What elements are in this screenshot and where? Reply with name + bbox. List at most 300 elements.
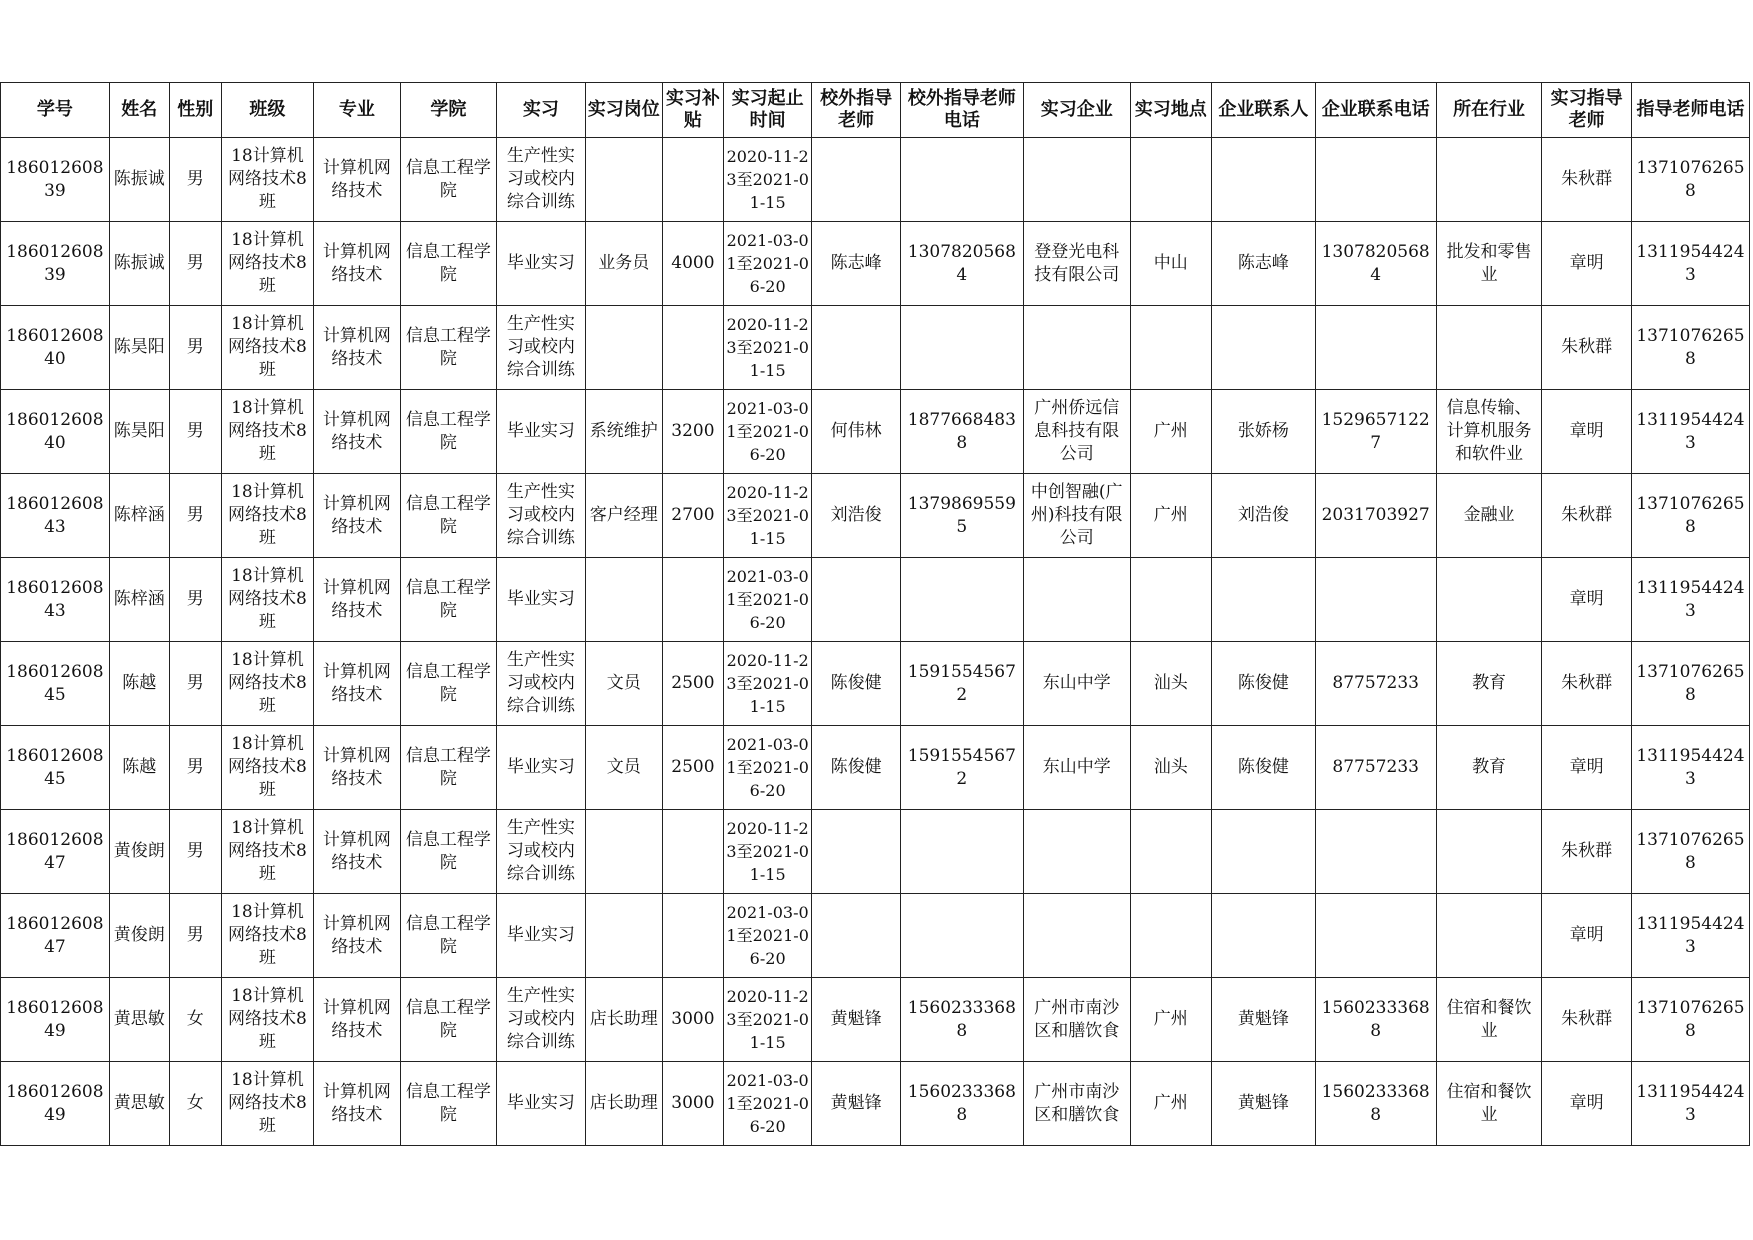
cell-class [221,978,314,1062]
cell-text: 18计算机网络技术8班 [227,398,307,464]
cell-text: 计算机网络技术 [322,661,391,705]
cell-major [314,894,400,978]
cell-ext-tutor [812,474,900,558]
cell-contact [1211,810,1315,894]
cell-text: 店长助理 [589,1009,658,1029]
cell-college [400,1062,497,1146]
cell-text: 陈越 [122,673,157,693]
cell-text: 业务员 [598,253,650,273]
cell-class [221,306,314,390]
cell-text: 教育 [1472,757,1507,777]
cell-text: 中山 [1153,253,1188,273]
cell-text: 18601260847 [6,913,104,957]
table-row [1,474,1750,558]
table-header-row [1,83,1750,138]
cell-text: 陈梓涵 [113,589,165,609]
cell-gender [169,894,221,978]
cell-text: 信息工程学院 [405,493,491,537]
cell-text: 18计算机网络技术8班 [227,146,307,212]
cell-text: 章明 [1569,757,1604,777]
cell-class [221,894,314,978]
cell-text: 生产性实习或校内综合训练 [506,986,575,1052]
cell-text: 广州 [1153,1009,1188,1029]
cell-text: 18776684838 [907,409,1016,453]
cell-industry [1436,474,1542,558]
cell-text: 2700 [671,505,715,525]
cell-text: 15602333688 [907,997,1016,1041]
cell-location [1130,390,1211,474]
cell-industry [1436,978,1542,1062]
column-header-class: 班级 [221,83,314,138]
cell-subsidy [662,810,723,894]
cell-text: 陈俊健 [830,757,882,777]
cell-class [221,726,314,810]
cell-text: 2500 [671,757,715,777]
cell-text: 计算机网络技术 [322,325,391,369]
cell-subsidy [662,894,723,978]
cell-text: 系统维护 [589,421,658,441]
cell-text: 刘浩俊 [1237,505,1289,525]
cell-text: 毕业实习 [506,589,575,609]
cell-text: 计算机网络技术 [322,913,391,957]
table-row [1,138,1750,222]
cell-text: 章明 [1569,253,1604,273]
cell-text: 黄魁锋 [830,1009,882,1029]
cell-gender [169,306,221,390]
cell-text: 店长助理 [589,1093,658,1113]
cell-text: 13798695595 [907,493,1016,537]
cell-type [497,306,585,390]
cell-text: 信息工程学院 [405,829,491,873]
cell-class [221,642,314,726]
cell-text: 18601260845 [6,745,104,789]
cell-industry [1436,390,1542,474]
cell-subsidy [662,1062,723,1146]
cell-contact [1211,978,1315,1062]
cell-text: 13119544243 [1636,577,1745,621]
cell-text: 18601260847 [6,829,104,873]
column-header-subsidy: 实习补贴 [662,83,723,138]
table-body [1,138,1750,1146]
cell-class [221,390,314,474]
cell-text: 2021-03-01至2021-06-20 [726,1071,809,1136]
cell-contact-phone [1315,1062,1436,1146]
cell-subsidy [662,222,723,306]
cell-text: 15602333688 [1321,1081,1430,1125]
cell-class [221,1062,314,1146]
cell-text: 信息工程学院 [405,1081,491,1125]
cell-period [723,894,811,978]
cell-college [400,810,497,894]
cell-text: 4000 [671,253,715,273]
cell-text: 18601260845 [6,661,104,705]
cell-text: 章明 [1569,1093,1604,1113]
cell-name [109,138,169,222]
cell-subsidy [662,726,723,810]
cell-text: 15602333688 [1321,997,1430,1041]
cell-ext-tutor-phone [900,726,1023,810]
column-header-contact-phone: 企业联系电话 [1315,83,1436,138]
cell-text: 13119544243 [1636,745,1745,789]
cell-text: 计算机网络技术 [322,577,391,621]
cell-text: 13119544243 [1636,241,1745,285]
cell-post [585,894,662,978]
cell-id [1,138,110,222]
cell-ext-tutor [812,894,900,978]
cell-text: 广州 [1153,1093,1188,1113]
cell-text: 黄魁锋 [1237,1009,1289,1029]
cell-text: 文员 [606,673,641,693]
cell-text: 生产性实习或校内综合训练 [506,818,575,884]
column-header-ext-tutor: 校外指导老师 [812,83,900,138]
cell-name [109,558,169,642]
cell-major [314,474,400,558]
cell-text: 18计算机网络技术8班 [227,902,307,968]
column-header-period: 实习起止时间 [723,83,811,138]
cell-text: 信息工程学院 [405,577,491,621]
cell-period [723,138,811,222]
cell-tutor-phone [1631,558,1749,642]
cell-id [1,978,110,1062]
cell-tutor [1542,978,1631,1062]
cell-gender [169,642,221,726]
column-header-major: 专业 [314,83,400,138]
cell-industry [1436,894,1542,978]
cell-period [723,978,811,1062]
table-row [1,222,1750,306]
table-row [1,390,1750,474]
cell-text: 广州市南沙区和膳饮食 [1034,997,1120,1041]
cell-college [400,894,497,978]
cell-tutor-phone [1631,978,1749,1062]
cell-location [1130,474,1211,558]
cell-post [585,390,662,474]
column-header-company: 实习企业 [1023,83,1130,138]
cell-text: 陈志峰 [830,253,882,273]
column-header-type: 实习 [497,83,585,138]
column-header-contact: 企业联系人 [1211,83,1315,138]
cell-period [723,306,811,390]
cell-text: 东山中学 [1042,757,1111,777]
cell-contact [1211,558,1315,642]
cell-period [723,474,811,558]
cell-name [109,894,169,978]
cell-name [109,222,169,306]
column-header-tutor: 实习指导老师 [1542,83,1631,138]
cell-post [585,978,662,1062]
cell-text: 客户经理 [589,505,658,525]
cell-industry [1436,558,1542,642]
cell-text: 2021-03-01至2021-06-20 [726,231,809,296]
cell-contact [1211,726,1315,810]
cell-text: 18601260840 [6,409,104,453]
cell-text: 3000 [671,1009,715,1029]
cell-text: 计算机网络技术 [322,997,391,1041]
cell-text: 18计算机网络技术8班 [227,650,307,716]
cell-text: 2020-11-23至2021-01-15 [726,483,809,548]
cell-text: 18601260843 [6,577,104,621]
cell-text: 登登光电科技有限公司 [1034,241,1120,285]
table-row [1,894,1750,978]
cell-text: 黄俊朗 [113,925,165,945]
cell-ext-tutor-phone [900,390,1023,474]
cell-text: 男 [186,925,204,945]
cell-location [1130,894,1211,978]
cell-text: 陈昊阳 [113,421,165,441]
column-header-gender: 性别 [169,83,221,138]
column-header-tutor-phone: 指导老师电话 [1631,83,1749,138]
cell-ext-tutor-phone [900,222,1023,306]
cell-post [585,558,662,642]
cell-text: 3000 [671,1093,715,1113]
cell-text: 18601260849 [6,997,104,1041]
cell-text: 87757233 [1332,673,1419,693]
cell-text: 生产性实习或校内综合训练 [506,314,575,380]
cell-text: 15915545672 [907,745,1016,789]
cell-location [1130,642,1211,726]
cell-company [1023,306,1130,390]
cell-text: 信息工程学院 [405,661,491,705]
cell-text: 13119544243 [1636,913,1745,957]
cell-ext-tutor-phone [900,306,1023,390]
cell-subsidy [662,138,723,222]
cell-id [1,558,110,642]
table-row [1,558,1750,642]
cell-text: 朱秋群 [1561,337,1613,357]
table-row [1,978,1750,1062]
cell-tutor-phone [1631,726,1749,810]
cell-period [723,726,811,810]
cell-text: 陈俊健 [1237,673,1289,693]
cell-type [497,558,585,642]
cell-text: 黄俊朗 [113,841,165,861]
cell-tutor-phone [1631,222,1749,306]
cell-class [221,558,314,642]
cell-major [314,810,400,894]
cell-text: 计算机网络技术 [322,493,391,537]
column-header-ext-tutor-phone: 校外指导老师电话 [900,83,1023,138]
cell-ext-tutor [812,1062,900,1146]
cell-type [497,642,585,726]
cell-tutor [1542,138,1631,222]
cell-company [1023,222,1130,306]
cell-gender [169,726,221,810]
table-row [1,810,1750,894]
cell-text: 18601260849 [6,1081,104,1125]
cell-type [497,474,585,558]
cell-subsidy [662,306,723,390]
cell-text: 2020-11-23至2021-01-15 [726,315,809,380]
cell-text: 金融业 [1463,505,1515,525]
cell-post [585,138,662,222]
cell-ext-tutor-phone [900,978,1023,1062]
cell-major [314,390,400,474]
cell-text: 13119544243 [1636,1081,1745,1125]
cell-name [109,810,169,894]
cell-text: 生产性实习或校内综合训练 [506,650,575,716]
cell-text: 文员 [606,757,641,777]
cell-location [1130,978,1211,1062]
cell-ext-tutor [812,810,900,894]
cell-tutor [1542,642,1631,726]
cell-text: 13078205684 [1321,241,1430,285]
cell-text: 男 [186,505,204,525]
cell-location [1130,1062,1211,1146]
cell-contact [1211,306,1315,390]
cell-text: 黄思敏 [113,1093,165,1113]
cell-text: 陈梓涵 [113,505,165,525]
cell-text: 章明 [1569,421,1604,441]
cell-ext-tutor-phone [900,894,1023,978]
cell-major [314,558,400,642]
cell-subsidy [662,978,723,1062]
cell-ext-tutor-phone [900,474,1023,558]
cell-text: 13710762658 [1636,157,1745,201]
cell-text: 信息传输、计算机服务和软件业 [1446,398,1532,464]
cell-gender [169,978,221,1062]
cell-ext-tutor-phone [900,1062,1023,1146]
cell-text: 计算机网络技术 [322,241,391,285]
cell-period [723,222,811,306]
cell-contact-phone [1315,306,1436,390]
cell-class [221,138,314,222]
cell-text: 13710762658 [1636,325,1745,369]
cell-text: 2020-11-23至2021-01-15 [726,987,809,1052]
cell-text: 陈志峰 [1237,253,1289,273]
cell-gender [169,222,221,306]
cell-location [1130,726,1211,810]
cell-college [400,390,497,474]
cell-text: 广州侨远信息科技有限公司 [1034,398,1120,464]
cell-text: 信息工程学院 [405,745,491,789]
cell-text: 13710762658 [1636,829,1745,873]
table-row [1,306,1750,390]
cell-tutor-phone [1631,474,1749,558]
cell-text: 生产性实习或校内综合训练 [506,146,575,212]
cell-contact-phone [1315,642,1436,726]
cell-id [1,810,110,894]
cell-tutor [1542,558,1631,642]
cell-company [1023,474,1130,558]
internship-table [0,82,1750,1146]
cell-id [1,726,110,810]
cell-tutor-phone [1631,810,1749,894]
cell-text: 男 [186,337,204,357]
cell-college [400,222,497,306]
cell-company [1023,390,1130,474]
cell-tutor [1542,474,1631,558]
cell-ext-tutor-phone [900,138,1023,222]
cell-location [1130,306,1211,390]
cell-ext-tutor [812,726,900,810]
cell-text: 2021-03-01至2021-06-20 [726,903,809,968]
cell-industry [1436,306,1542,390]
cell-name [109,306,169,390]
cell-company [1023,978,1130,1062]
cell-post [585,1062,662,1146]
cell-text: 13119544243 [1636,409,1745,453]
cell-tutor-phone [1631,1062,1749,1146]
cell-industry [1436,222,1542,306]
cell-text: 男 [186,421,204,441]
cell-text: 18计算机网络技术8班 [227,566,307,632]
cell-text: 住宿和餐饮业 [1446,1081,1532,1125]
cell-text: 刘浩俊 [830,505,882,525]
cell-industry [1436,726,1542,810]
cell-contact [1211,138,1315,222]
cell-text: 毕业实习 [506,253,575,273]
cell-college [400,642,497,726]
cell-text: 住宿和餐饮业 [1446,997,1532,1041]
cell-location [1130,558,1211,642]
column-header-name: 姓名 [109,83,169,138]
cell-text: 汕头 [1153,757,1188,777]
cell-text: 13710762658 [1636,493,1745,537]
cell-text: 2020-11-23至2021-01-15 [726,819,809,884]
cell-text: 18计算机网络技术8班 [227,314,307,380]
cell-text: 章明 [1569,925,1604,945]
cell-period [723,642,811,726]
cell-id [1,390,110,474]
cell-type [497,726,585,810]
cell-post [585,810,662,894]
cell-ext-tutor [812,390,900,474]
cell-text: 18601260839 [6,157,104,201]
cell-college [400,726,497,810]
cell-tutor [1542,810,1631,894]
cell-ext-tutor [812,978,900,1062]
cell-text: 18计算机网络技术8班 [227,734,307,800]
cell-text: 男 [186,253,204,273]
cell-text: 男 [186,169,204,189]
cell-text: 13710762658 [1636,661,1745,705]
cell-text: 15915545672 [907,661,1016,705]
cell-subsidy [662,474,723,558]
cell-tutor-phone [1631,306,1749,390]
cell-ext-tutor-phone [900,810,1023,894]
cell-text: 陈振诚 [113,253,165,273]
cell-ext-tutor [812,642,900,726]
cell-contact-phone [1315,558,1436,642]
cell-major [314,138,400,222]
cell-text: 18601260840 [6,325,104,369]
cell-location [1130,222,1211,306]
cell-text: 2020-11-23至2021-01-15 [726,651,809,716]
cell-text: 信息工程学院 [405,157,491,201]
cell-text: 张娇杨 [1237,421,1289,441]
cell-text: 计算机网络技术 [322,1081,391,1125]
cell-period [723,390,811,474]
cell-tutor-phone [1631,138,1749,222]
cell-contact [1211,1062,1315,1146]
column-header-post: 实习岗位 [585,83,662,138]
cell-text: 广州 [1153,505,1188,525]
cell-contact [1211,894,1315,978]
cell-class [221,222,314,306]
cell-text: 毕业实习 [506,421,575,441]
cell-type [497,1062,585,1146]
cell-text: 朱秋群 [1561,841,1613,861]
cell-contact-phone [1315,978,1436,1062]
cell-text: 2031703927 [1321,505,1430,525]
cell-text: 中创智融(广州)科技有限公司 [1030,482,1123,548]
cell-subsidy [662,558,723,642]
cell-text: 18601260839 [6,241,104,285]
cell-text: 18计算机网络技术8班 [227,986,307,1052]
cell-tutor-phone [1631,642,1749,726]
cell-post [585,306,662,390]
cell-class [221,810,314,894]
